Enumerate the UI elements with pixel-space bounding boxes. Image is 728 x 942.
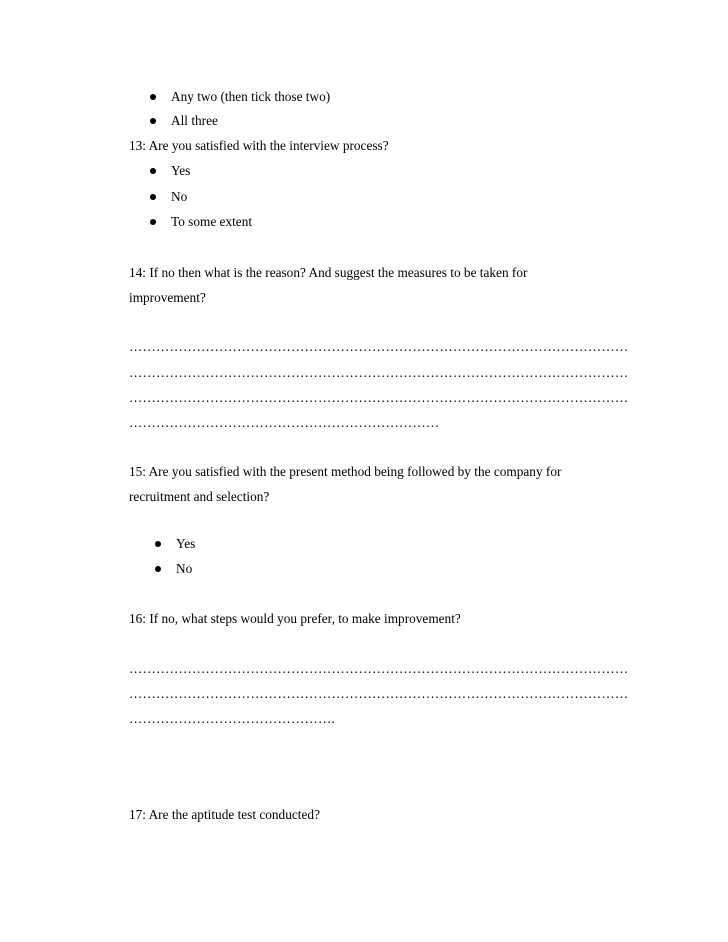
q13-option-no: No	[171, 189, 188, 204]
q14-question-line2: improvement?	[129, 290, 206, 305]
q13-option-yes: Yes	[171, 163, 191, 178]
bullet-icon	[150, 94, 156, 100]
q15-question-line1: 15: Are you satisfied with the present method being followed by the company for	[129, 464, 562, 479]
bullet-icon	[150, 118, 156, 124]
bullet-icon	[150, 168, 156, 174]
bullet-icon	[150, 219, 156, 225]
q16-answer-line-2: …………………………………………………………………………………………………	[129, 687, 629, 701]
q15-option-no: No	[176, 561, 193, 576]
q14-answer-line-3: …………………………………………………………………………………………………	[129, 391, 629, 405]
q12-option-any-two: Any two (then tick those two)	[171, 89, 331, 104]
q13-option-some-extent: To some extent	[171, 214, 253, 229]
q17-question: 17: Are the aptitude test conducted?	[129, 807, 320, 822]
bullet-icon	[155, 566, 161, 572]
q14-answer-line-1: …………………………………………………………………………………………………	[129, 340, 629, 354]
q14-answer-line-2: …………………………………………………………………………………………………	[129, 366, 629, 380]
q16-question: 16: If no, what steps would you prefer, to make improvement?	[129, 611, 461, 626]
q15-question-line2: recruitment and selection?	[129, 489, 270, 504]
bullet-icon	[150, 194, 156, 200]
bullet-icon	[155, 541, 161, 547]
q14-question-line1: 14: If no then what is the reason? And suggest the measures to be taken for	[129, 265, 528, 280]
q15-option-yes: Yes	[176, 536, 196, 551]
q12-option-all-three: All three	[171, 113, 218, 128]
q16-answer-line-1: …………………………………………………………………………………………………	[129, 662, 629, 676]
q13-question: 13: Are you satisfied with the interview process?	[129, 138, 389, 153]
q16-answer-line-3: ……………………………………….	[129, 712, 335, 726]
q14-answer-line-4: ……………………………………………………………	[129, 416, 440, 430]
